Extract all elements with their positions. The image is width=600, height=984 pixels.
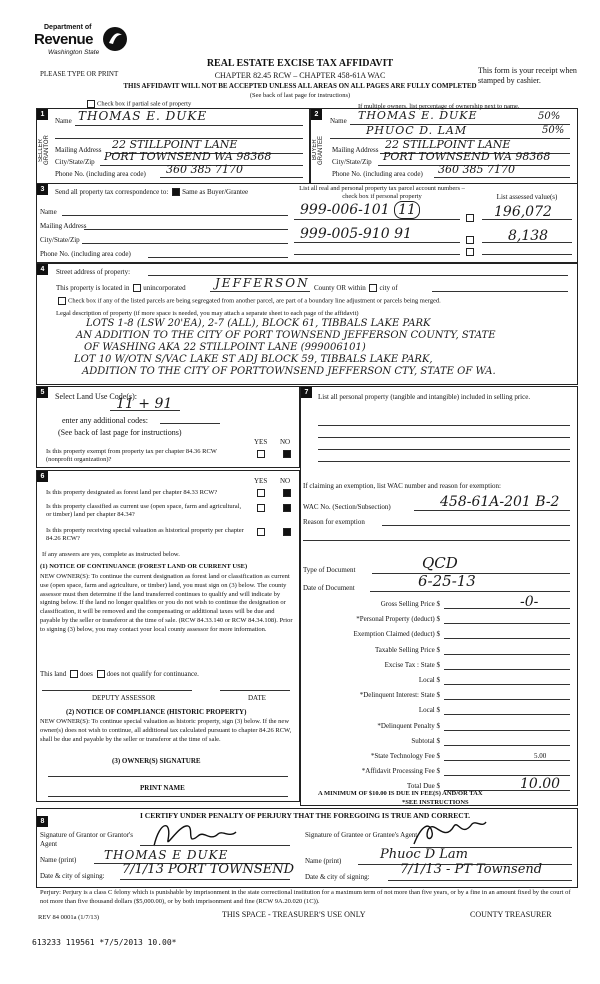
parcel-2-number: 999-005-910 bbox=[300, 226, 390, 242]
treasurer-use-only: THIS SPACE - TREASURER'S USE ONLY bbox=[222, 910, 366, 919]
parcel-2[interactable] bbox=[300, 226, 412, 242]
if-yes-note: If any answers are yes, complete as instructed below. bbox=[42, 551, 180, 558]
section-1-number: 1 bbox=[37, 109, 48, 120]
tax-line-label: Local $ bbox=[418, 706, 440, 715]
historic-no-checkbox[interactable] bbox=[283, 528, 291, 536]
tax-line-label: Taxable Selling Price $ bbox=[374, 645, 440, 654]
form-chapter: CHAPTER 82.45 RCW – CHAPTER 458-61A WAC bbox=[214, 71, 386, 80]
s3-city-label: City/State/Zip bbox=[40, 236, 80, 244]
perjury-statement: Perjury: Perjury is a class C felony which is punishable by imprisonment in the state correctional institution for a maximum term of not more than five years, or by a fine in an amount fixed by the court of not more than five thousand dollars ($5,000.00), or by both imprisonment and fine (RCW 9A.20.020 (1C)). bbox=[40, 889, 571, 905]
land-use-code[interactable]: 11 + 91 bbox=[116, 396, 173, 412]
personal-property-label: List all personal property (tangible and intangible) included in selling price. bbox=[318, 393, 531, 401]
seller-address[interactable]: 22 STILLPOINT LANE bbox=[112, 138, 238, 151]
owner-signature-label: (3) OWNER(S) SIGNATURE bbox=[112, 757, 201, 765]
legal-line-4[interactable]: LOT 10 W/OTN S/VAC LAKE ST ADJ BLOCK 59, TIBBALS LAKE PARK, bbox=[74, 354, 433, 365]
legal-line-2[interactable]: AN ADDITION TO THE CITY OF PORT TOWNSEND JEFFERSON COUNTY, STATE bbox=[76, 330, 496, 341]
located-row bbox=[56, 284, 186, 292]
rev-number: REV 84 0001a (1/7/13) bbox=[38, 914, 100, 921]
logo-swirl-icon bbox=[102, 26, 128, 52]
wac-label: WAC No. (Section/Subsection) bbox=[303, 503, 391, 511]
exempt-yes-checkbox[interactable] bbox=[257, 450, 265, 458]
does-not-checkbox[interactable] bbox=[97, 670, 105, 678]
buyer-address[interactable]: 22 STILLPOINT LANE bbox=[385, 138, 511, 151]
exemption-label: If claiming an exemption, list WAC number and reason for exemption: bbox=[303, 482, 501, 490]
form-see-back: (See back of last page for instructions) bbox=[249, 92, 351, 99]
parcel-2-checkbox[interactable] bbox=[466, 236, 474, 244]
print-name-label: PRINT NAME bbox=[140, 784, 185, 792]
buyer-addr-label: Mailing Address bbox=[332, 146, 379, 154]
multiple-owners-note: If multiple owners, list percentage of ownership next to name. bbox=[358, 103, 520, 110]
seller-phone-label: Phone No. (including area code) bbox=[55, 170, 146, 178]
buyer-phone-label: Phone No. (including area code) bbox=[332, 170, 423, 178]
please-type: PLEASE TYPE OR PRINT bbox=[40, 70, 119, 78]
grantee-signature[interactable] bbox=[410, 818, 490, 850]
doc-type-label: Type of Document bbox=[303, 566, 356, 574]
grantor-name[interactable]: THOMAS E DUKE bbox=[104, 848, 229, 862]
parcel-header: List all real and personal property tax parcel account numbers – check box if personal property bbox=[299, 185, 465, 200]
revenue-logo bbox=[30, 24, 130, 64]
s3-phone-label: Phone No. (including area code) bbox=[40, 250, 131, 258]
buyer-side-label: BUYER GRANTEE bbox=[312, 135, 324, 165]
county-label: County OR within bbox=[314, 284, 366, 292]
notice-compliance-body: NEW OWNER(S): To continue special valuation as historic property, sign (3) below. If the new owner(s) does not wish to continue, all additional tax calculated pursuant to chapter 84.26 RCW, shall be due and payable by the seller or transferor at the time of sale. bbox=[40, 718, 292, 743]
segregated-label: Check box if any of the listed parcels are being segregated from another parcel, are part of a boundary line adjustment or parcels being merged. bbox=[68, 297, 441, 305]
buyer-name-label: Name bbox=[330, 117, 347, 125]
grantee-date-city[interactable]: 7/1/13 - PT Townsend bbox=[400, 862, 543, 877]
parcel-2-suffix: 91 bbox=[394, 226, 412, 242]
does-label: does bbox=[80, 670, 93, 678]
doc-date-label: Date of Document bbox=[303, 584, 355, 592]
city-of-checkbox[interactable] bbox=[369, 284, 377, 292]
buyer-pct-1[interactable]: 50% bbox=[538, 111, 561, 122]
send-label: Send all property tax correspondence to: bbox=[55, 188, 169, 196]
unincorporated-label: unincorporated bbox=[143, 284, 186, 292]
buyer-name-1[interactable]: THOMAS E. DUKE bbox=[358, 109, 478, 122]
does-not-label: does not qualify for continuance. bbox=[106, 670, 199, 678]
legal-line-1[interactable]: LOTS 1-8 (LSW 20'EA), 2-7 (ALL), BLOCK 61, TIBBALS LAKE PARK bbox=[86, 318, 431, 329]
current-use-no-checkbox[interactable] bbox=[283, 504, 291, 512]
receipt-note: This form is your receipt when stamped by cashier. bbox=[478, 66, 577, 85]
county-row bbox=[314, 284, 398, 292]
same-as-buyer-label: Same as Buyer/Grantee bbox=[182, 188, 249, 196]
tax-line-label: Excise Tax : State $ bbox=[384, 660, 440, 669]
located-label: This property is located in bbox=[56, 284, 130, 292]
this-land-label: This land bbox=[40, 670, 67, 678]
tax-line-label: Exemption Claimed (deduct) $ bbox=[353, 630, 440, 639]
tax-line-label: *Personal Property (deduct) $ bbox=[356, 615, 440, 624]
form-warning: THIS AFFIDAVIT WILL NOT BE ACCEPTED UNLESS ALL AREAS ON ALL PAGES ARE FULLY COMPLETED bbox=[123, 82, 477, 90]
section-5-number: 5 bbox=[37, 387, 48, 398]
grantee-name-label: Name (print) bbox=[305, 857, 342, 865]
section-2-number: 2 bbox=[311, 109, 322, 120]
seller-side-label: SELLER GRANTOR bbox=[38, 135, 50, 165]
partial-sale-label: Check box if partial sale of property bbox=[97, 100, 192, 108]
buyer-city-label: City/State/Zip bbox=[332, 158, 372, 166]
grantor-date-city[interactable]: 7/1/13 PORT TOWNSEND bbox=[122, 862, 295, 877]
grantor-signature[interactable] bbox=[150, 818, 240, 852]
section-4-number: 4 bbox=[37, 264, 48, 275]
minimum-due-note: A MINIMUM OF $10.00 IS DUE IN FEE(S) AND/OR TAX bbox=[318, 790, 483, 797]
notice-continuance-title: (1) NOTICE OF CONTINUANCE (FOREST LAND OR CURRENT USE) bbox=[40, 563, 248, 570]
tax-line-label: *Delinquent Penalty $ bbox=[377, 721, 440, 730]
deputy-date-label: DATE bbox=[248, 694, 266, 702]
tax-line-value[interactable]: -0- bbox=[520, 594, 539, 610]
seller-phone[interactable]: 360 385 7170 bbox=[166, 163, 243, 176]
section-3-number: 3 bbox=[37, 184, 48, 195]
tax-line-value[interactable]: 10.00 bbox=[520, 776, 561, 793]
see-instructions-note: *SEE INSTRUCTIONS bbox=[402, 799, 469, 806]
exempt-no-checkbox[interactable] bbox=[283, 450, 291, 458]
seller-city[interactable]: PORT TOWNSEND WA 98368 bbox=[104, 150, 272, 163]
reason-label: Reason for exemption bbox=[303, 518, 365, 526]
street-address-label: Street address of property: bbox=[56, 268, 131, 276]
forest-no-checkbox[interactable] bbox=[283, 489, 291, 497]
buyer-name-2[interactable]: PHUOC D. LAM bbox=[366, 124, 468, 137]
forest-question: Is this property designated as forest land per chapter 84.33 RCW? bbox=[46, 489, 218, 496]
assessed-value-1[interactable]: 196,072 bbox=[494, 204, 552, 220]
partial-sale-checkbox[interactable] bbox=[87, 100, 95, 108]
historic-yes-checkbox[interactable] bbox=[257, 528, 265, 536]
historic-question: Is this property receiving special valuation as historical property per chapter 84.26 RCW? bbox=[46, 527, 244, 542]
notice-continuance-body: NEW OWNER(S): To continue the current designation as forest land or classification as current use (open space, farm and agriculture, or timber) land, you must sign on (3) below. The county assessor must then determine if the land transferred continues to qualify and will indicate by signing below. If the land no longer qualifies or you do not wish to continue the designation or classification, it will be removed and the compensating or additional taxes will be due and payable by the seller or transferor at the time of sale. (RCW 84.33.140 or RCW 84.34.108). Prior to signing (3) below, you may contact your local county assessor for more information. bbox=[40, 573, 293, 633]
buyer-pct-2[interactable]: 50% bbox=[542, 125, 565, 136]
tax-line-label: Gross Selling Price $ bbox=[380, 600, 440, 608]
section-6-number: 6 bbox=[37, 471, 48, 482]
county-treasurer: COUNTY TREASURER bbox=[470, 910, 552, 919]
send-correspondence-row bbox=[55, 188, 248, 196]
s6-yes-header: YES bbox=[254, 477, 268, 485]
legal-label: Legal description of property (if more space is needed, you may attach a separate sheet to each page of the affidavit) bbox=[56, 310, 359, 317]
notice-compliance-title: (2) NOTICE OF COMPLIANCE (HISTORIC PROPERTY) bbox=[66, 708, 247, 716]
logo-name: Revenue bbox=[34, 31, 94, 48]
same-as-buyer-checkbox[interactable] bbox=[172, 188, 180, 196]
parcel-1-suffix: 11 bbox=[394, 201, 420, 219]
doc-type[interactable]: QCD bbox=[422, 554, 458, 572]
seller-name[interactable]: THOMAS E. DUKE bbox=[78, 109, 208, 123]
buyer-phone[interactable]: 360 385 7170 bbox=[438, 163, 515, 176]
s6-no-header: NO bbox=[280, 477, 291, 485]
county-name[interactable]: JEFFERSON bbox=[215, 276, 310, 290]
grantee-sig-label: Signature of Grantee or Grantee's Agent bbox=[305, 831, 418, 839]
s3-addr-label: Mailing Address bbox=[40, 222, 87, 230]
partial-sale-row bbox=[85, 100, 191, 108]
tax-line-label: Subtotal $ bbox=[411, 736, 440, 745]
current-use-yes-checkbox[interactable] bbox=[257, 504, 265, 512]
unincorporated-checkbox[interactable] bbox=[133, 284, 141, 292]
seller-addr-label: Mailing Address bbox=[55, 146, 102, 154]
city-of-label: city of bbox=[379, 284, 398, 292]
certify-statement: I CERTIFY UNDER PENALTY OF PERJURY THAT THE FOREGOING IS TRUE AND CORRECT. bbox=[140, 811, 471, 820]
wac-number[interactable]: 458-61A-201 B-2 bbox=[440, 494, 560, 510]
seller-name-label: Name bbox=[55, 117, 72, 125]
logo-state: Washington State bbox=[48, 49, 100, 56]
tax-line-label: *Affidavit Processing Fee $ bbox=[361, 767, 440, 776]
s5-see-back: (See back of last page for instructions) bbox=[58, 428, 182, 437]
land-use-label: Select Land Use Code(s): bbox=[55, 392, 137, 401]
buyer-city[interactable]: PORT TOWNSEND WA 98368 bbox=[383, 150, 551, 163]
cashier-stamp: 613233 119561 *7/5/2013 10.00* bbox=[32, 938, 177, 947]
grantee-date-label: Date & city of signing: bbox=[305, 873, 370, 881]
s5-yes-header: YES bbox=[254, 438, 268, 446]
tax-line-label: Local $ bbox=[418, 676, 440, 684]
segregated-checkbox[interactable] bbox=[58, 297, 66, 305]
grantee-name[interactable]: Phuoc D Lam bbox=[380, 847, 468, 862]
section-8-number: 8 bbox=[37, 816, 48, 827]
seller-city-label: City/State/Zip bbox=[55, 158, 95, 166]
current-use-question: Is this property classified as current use (open space, farm and agricultural, or timber) land per chapter 84.34? bbox=[46, 503, 242, 518]
section-7-number: 7 bbox=[301, 387, 312, 398]
logo-dept: Department of bbox=[44, 24, 92, 31]
tax-line-label: *State Technology Fee $ bbox=[370, 752, 440, 760]
parcel-1[interactable] bbox=[300, 202, 420, 218]
grantor-date-label: Date & city of signing: bbox=[40, 872, 105, 880]
parcel-1-checkbox[interactable] bbox=[466, 214, 474, 222]
form-title: REAL ESTATE EXCISE TAX AFFIDAVIT bbox=[206, 58, 394, 69]
exempt-question: Is this property exempt from property tax per chapter 84.36 RCW (nonprofit organization)? bbox=[46, 448, 217, 463]
forest-yes-checkbox[interactable] bbox=[257, 489, 265, 497]
assessed-value-2[interactable]: 8,138 bbox=[508, 228, 549, 244]
tax-line-value[interactable]: 5.00 bbox=[534, 752, 547, 760]
parcel-3-checkbox[interactable] bbox=[466, 248, 474, 256]
grantor-sig-label: Signature of Grantor or Grantor's Agent bbox=[40, 831, 134, 848]
legal-line-3[interactable]: OF WASHING AKA 22 STILLPOINT LANE (999006101) bbox=[84, 342, 366, 353]
assessed-header: List assessed value(s) bbox=[496, 193, 558, 201]
s5-no-header: NO bbox=[280, 438, 291, 446]
additional-codes-label: enter any additional codes: bbox=[62, 416, 148, 425]
tax-line-label: *Delinquent Interest: State $ bbox=[359, 691, 440, 700]
segregated-row bbox=[56, 297, 441, 305]
tax-line-label: Total Due $ bbox=[407, 782, 440, 791]
section-6 bbox=[36, 470, 300, 802]
grantor-name-label: Name (print) bbox=[40, 856, 77, 864]
s3-name-label: Name bbox=[40, 208, 57, 216]
qualify-row bbox=[40, 670, 199, 678]
legal-line-5[interactable]: ADDITION TO THE CITY OF PORTTOWNSEND JEFFERSON CTY, STATE OF WA. bbox=[82, 366, 496, 377]
deputy-assessor-label: DEPUTY ASSESSOR bbox=[92, 694, 156, 702]
parcel-1-number: 999-006-101 bbox=[300, 202, 390, 218]
doc-date[interactable]: 6-25-13 bbox=[418, 572, 476, 590]
does-checkbox[interactable] bbox=[70, 670, 78, 678]
